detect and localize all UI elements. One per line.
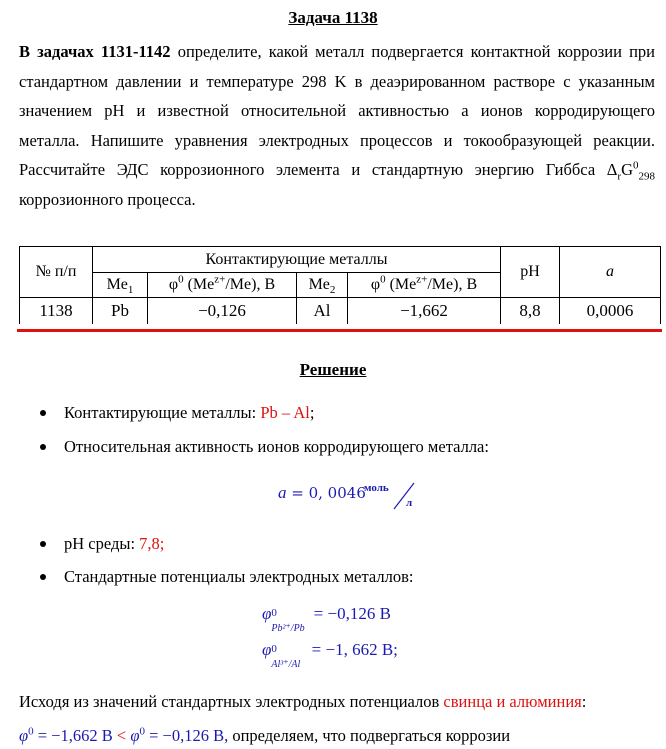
conclusion-highlight: свинца и алюминия: [443, 692, 582, 711]
problem-text: определите, какой металл подвергается контактной коррозии при стандартном давлении и температуре 298 K в деаэрированном растворе с указанным значением pH и известной относительной активностью а ионов корродирующего металла. Напишите уравнения электродных процессов и токообразующей реакции. Рассчитайте ЭДС коррозионного элемента и стандартную энергию Гиббса Δ: [19, 42, 656, 179]
header-me1: $Me_1$: [93, 273, 148, 298]
header-me2: $Me_2$: [297, 273, 348, 298]
cell-a: 0,0006: [560, 298, 661, 325]
conditions-table: [19, 246, 661, 324]
cell-me1: Pb: [93, 298, 148, 325]
header-phi1: $\varphi^0$ $(Me^{z+}/Me)$, B: [148, 273, 297, 298]
problem-tail: коррозионного процесса.: [19, 189, 196, 209]
cell-phi1: −0,126: [148, 298, 297, 325]
header-ph: pH: [501, 247, 560, 298]
gibbs-sup: 0: [633, 159, 639, 172]
activity-formula: a = 0, 0046: [278, 483, 366, 502]
gibbs-sub: 298: [638, 170, 655, 183]
problem-range: В задачах 1131-1142: [19, 42, 171, 61]
metals-value: Pb – Al: [260, 403, 310, 422]
solution-title: Решение: [299, 360, 367, 379]
bullet-dot: [40, 574, 46, 580]
table-bottom-rule: [17, 329, 662, 332]
problem-statement: [19, 37, 655, 214]
table-row: [20, 298, 661, 325]
problem-title: Задача 1138: [288, 8, 378, 27]
gibbs-r: r: [617, 170, 622, 183]
header-num: № п/п: [20, 247, 93, 298]
cell-me2: Al: [297, 298, 348, 325]
bullet-dot: [40, 444, 46, 450]
conclusion-text: Исходя из значений стандартных электродных потенциалов свинца и алюминия:: [19, 692, 587, 711]
cell-phi2: −1,662: [348, 298, 501, 325]
cell-num: 1138: [20, 298, 93, 325]
header-a: a: [560, 247, 661, 298]
header-phi2: $\varphi^0$ $(Me^{z+}/Me)$, B: [348, 273, 501, 298]
pb-potential: φ 0 Pb²⁺/Pb = −0,126 B: [262, 604, 391, 634]
bullet-dot: [40, 410, 46, 416]
comparison-line: $\varphi^0 = -1,662$ $B < \varphi^0 = -0,126$ B, определяем, что подвергаться коррозии: [19, 725, 511, 745]
document-page: Задача 1138 В задачах 1131-1142 определите, какой металл подвергается контактной коррозии при стандартном давлении и температуре 298 K в деаэрированном растворе с указанным значением pH и известной относительной активностью а ионов корродирующего металла. Напишите уравнения электродных процессов и токообразующей реакции. Рассчитайте ЭДС коррозионного элемента и стандартную энергию Гиббса $\Delta_rG^0_{298}$ коррозионного процесса. № п/п Контактирующие металлы pH a $Me_1$ $\varphi^0$ $(Me^{z+}/Me)$, B $Me_2$ $\varphi^0$ $(Me^{z+}/Me)$, B 1138 Pb −0,126 Al −1,662 8,8 0,0006 Решение Контактирующие металлы: Pb – Al; Относительная активность ионов корродирующего металла: a = 0, 0046 моль л pH среды: 7,8; Стандартные потенциалы электродных металлов: φ 0 Pb²⁺/Pb = −0,126 B φ 0 Al³⁺/Al = −1, 662 B; Исходя из значений стандартных электродных потенциалов свинца и алюминия: $\varphi^0 = -1,662$ $B < \varphi^0 = -0,126$ B, определяем, что подвергаться коррозии: [0, 0, 666, 749]
bullet-dot: [40, 541, 46, 547]
activity-unit-bottom: л: [406, 497, 413, 509]
gibbs-g: G: [621, 160, 633, 179]
al-potential: φ 0 Al³⁺/Al = −1, 662 B;: [262, 640, 398, 670]
fraction-slash: [390, 480, 420, 512]
activity-unit-top: моль: [364, 482, 389, 494]
ph-value: 7,8;: [139, 534, 165, 553]
header-metals-group: Контактирующие металлы: [93, 247, 501, 273]
cell-ph: 8,8: [501, 298, 560, 325]
